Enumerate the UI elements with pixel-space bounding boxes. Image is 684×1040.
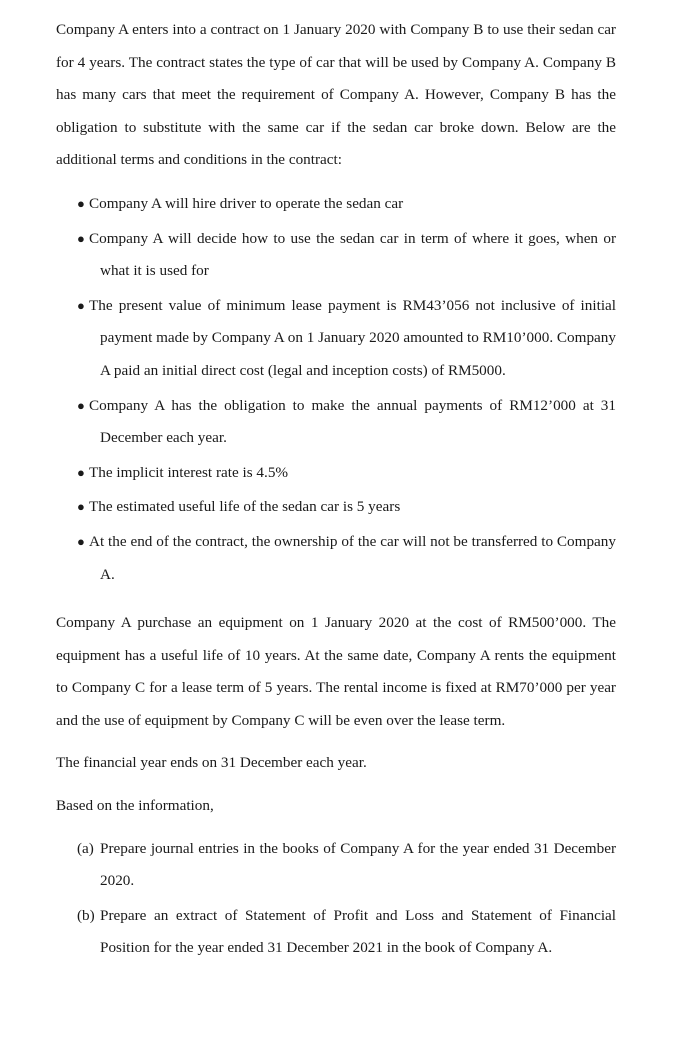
equipment-paragraph: Company A purchase an equipment on 1 January 2020 at the cost of RM500’000. The equipment has a useful life of 10 years. At the same date, Company A rents the equipment to Company C for a lease term of 5 years. The rental income is fixed at RM70’000 per year and the use of equipment by Company C will be even over the lease term.: [56, 614, 616, 729]
contract-terms-list: [56, 188, 616, 591]
list-item: ● Company A will decide how to use the sedan car in term of where it goes, when or what it is used for: [56, 223, 616, 288]
bullet-icon: ●: [77, 230, 85, 246]
question-text: Prepare journal entries in the books of Company A for the year ended 31 December 2020.: [100, 839, 616, 890]
intro-paragraph: Company A enters into a contract on 1 January 2020 with Company B to use their sedan car for 4 years. The contract states the type of car that will be used by Company A. Company B has many cars that meet the requirement of Company A. However, Company B has the obligation to substitute with the same car if the sedan car broke down. Below are the additional terms and conditions in the contract:: [56, 21, 616, 169]
bullet-icon: ●: [77, 533, 85, 549]
question-text: Prepare an extract of Statement of Profit and Loss and Statement of Financial Position for the year ended 31 December 2021 in the book of Company A.: [100, 906, 616, 957]
question-marker: (b): [77, 906, 95, 924]
bullet-icon: ●: [77, 195, 85, 211]
list-item: ● The implicit interest rate is 4.5%: [56, 457, 616, 490]
list-item: ● Company A will hire driver to operate the sedan car: [56, 188, 616, 221]
financial-year-paragraph: The financial year ends on 31 December each year.: [56, 754, 367, 772]
questions-list: [56, 833, 616, 965]
bullet-icon: ●: [77, 499, 85, 515]
bullet-icon: ●: [77, 297, 85, 313]
list-item: ● At the end of the contract, the ownership of the car will not be transferred to Company A.: [56, 526, 616, 591]
list-item: ● The present value of minimum lease payment is RM43’056 not inclusive of initial payment made by Company A on 1 January 2020 amounted to RM10’000. Company A paid an initial direct cost (legal and inception costs) of RM5000.: [56, 290, 616, 388]
based-on-paragraph: Based on the information,: [56, 797, 214, 815]
bullet-icon: ●: [77, 464, 85, 480]
question-item: [56, 833, 616, 898]
question-item: [56, 900, 616, 965]
list-item: ● Company A has the obligation to make the annual payments of RM12’000 at 31 December each year.: [56, 390, 616, 455]
bullet-icon: ●: [77, 397, 85, 413]
document-page: [56, 14, 616, 967]
question-marker: (a): [77, 839, 94, 857]
list-item: ● The estimated useful life of the sedan car is 5 years: [56, 491, 616, 524]
